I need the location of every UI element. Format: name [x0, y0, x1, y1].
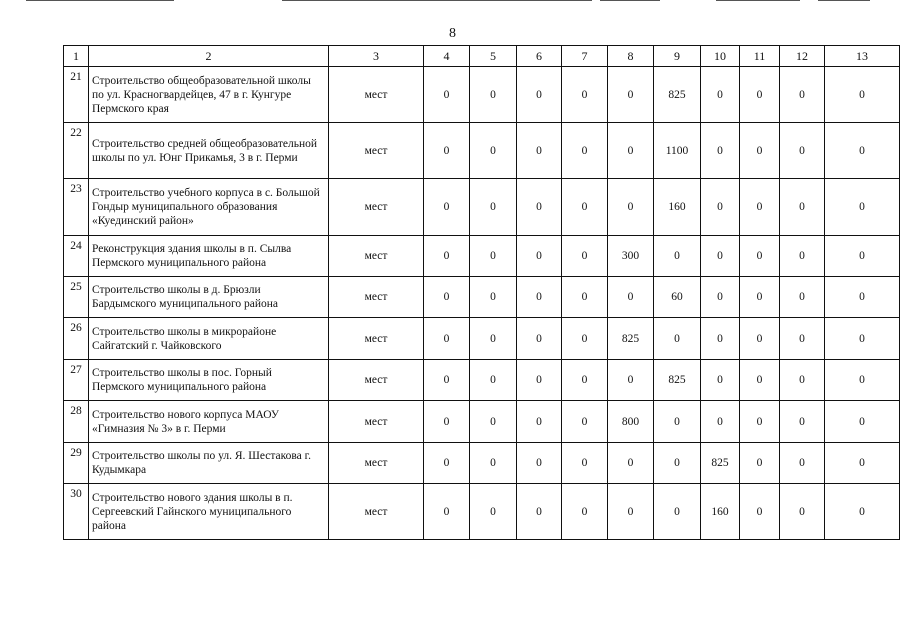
unit-cell: мест: [329, 277, 424, 318]
row-number: 26: [64, 318, 89, 360]
value-cell: 0: [517, 236, 562, 277]
value-cell: 825: [608, 318, 654, 360]
table-row: [64, 360, 900, 401]
value-cell: 300: [608, 236, 654, 277]
column-header: 5: [470, 46, 517, 67]
value-cell: 0: [740, 360, 780, 401]
value-cell: 0: [562, 123, 608, 179]
value-cell: 0: [517, 67, 562, 123]
value-cell: 0: [562, 67, 608, 123]
value-cell: 0: [780, 484, 825, 540]
value-cell: 0: [701, 123, 740, 179]
top-rule: [282, 0, 592, 1]
row-number: 30: [64, 484, 89, 540]
value-cell: 0: [424, 67, 470, 123]
project-name: Строительство школы в д. Брюзли Бардымского муниципального района: [89, 277, 329, 318]
value-cell: 0: [825, 67, 900, 123]
value-cell: 0: [517, 179, 562, 236]
column-header: 8: [608, 46, 654, 67]
value-cell: 0: [470, 443, 517, 484]
top-rule: [600, 0, 660, 1]
value-cell: 0: [740, 484, 780, 540]
value-cell: 0: [517, 401, 562, 443]
row-number: 27: [64, 360, 89, 401]
unit-cell: мест: [329, 236, 424, 277]
top-rule: [818, 0, 870, 1]
table-row: [64, 67, 900, 123]
value-cell: 825: [701, 443, 740, 484]
value-cell: 0: [825, 179, 900, 236]
value-cell: 0: [608, 67, 654, 123]
value-cell: 0: [424, 318, 470, 360]
value-cell: 0: [701, 179, 740, 236]
value-cell: 0: [780, 236, 825, 277]
data-table: [63, 45, 900, 540]
unit-cell: мест: [329, 401, 424, 443]
value-cell: 0: [608, 277, 654, 318]
table-row: [64, 236, 900, 277]
table-row: [64, 123, 900, 179]
value-cell: 0: [780, 277, 825, 318]
column-header: 6: [517, 46, 562, 67]
row-number: 25: [64, 277, 89, 318]
row-number: 23: [64, 179, 89, 236]
table-row: [64, 401, 900, 443]
value-cell: 0: [470, 123, 517, 179]
project-name: Строительство школы по ул. Я. Шестакова г. Кудымкара: [89, 443, 329, 484]
value-cell: 0: [562, 360, 608, 401]
value-cell: 0: [562, 179, 608, 236]
value-cell: 0: [825, 123, 900, 179]
value-cell: 0: [780, 443, 825, 484]
value-cell: 0: [517, 318, 562, 360]
value-cell: 0: [825, 318, 900, 360]
value-cell: 0: [562, 443, 608, 484]
project-name: Реконструкция здания школы в п. Сылва Пермского муниципального района: [89, 236, 329, 277]
unit-cell: мест: [329, 67, 424, 123]
column-header: 3: [329, 46, 424, 67]
value-cell: 0: [424, 179, 470, 236]
value-cell: 0: [825, 236, 900, 277]
value-cell: 0: [825, 443, 900, 484]
value-cell: 0: [825, 484, 900, 540]
value-cell: 0: [424, 484, 470, 540]
project-name: Строительство нового корпуса МАОУ «Гимназия № 3» в г. Перми: [89, 401, 329, 443]
value-cell: 0: [780, 360, 825, 401]
column-header: 7: [562, 46, 608, 67]
row-number: 21: [64, 67, 89, 123]
value-cell: 0: [470, 277, 517, 318]
value-cell: 0: [780, 67, 825, 123]
value-cell: 0: [654, 443, 701, 484]
column-header: 1: [64, 46, 89, 67]
value-cell: 0: [654, 318, 701, 360]
value-cell: 0: [740, 123, 780, 179]
value-cell: 0: [470, 236, 517, 277]
unit-cell: мест: [329, 318, 424, 360]
value-cell: 0: [740, 401, 780, 443]
value-cell: 1100: [654, 123, 701, 179]
value-cell: 0: [608, 179, 654, 236]
column-header: 11: [740, 46, 780, 67]
row-number: 29: [64, 443, 89, 484]
value-cell: 0: [740, 318, 780, 360]
value-cell: 0: [470, 67, 517, 123]
top-rule: [716, 0, 800, 1]
value-cell: 0: [701, 67, 740, 123]
value-cell: 0: [517, 443, 562, 484]
project-name: Строительство нового здания школы в п. Сергеевский Гайнского муниципального района: [89, 484, 329, 540]
project-name: Строительство общеобразовательной школы по ул. Красногвардейцев, 47 в г. Кунгуре Пермского края: [89, 67, 329, 123]
table-header-row: [64, 46, 900, 67]
project-name: Строительство средней общеобразовательной школы по ул. Юнг Прикамья, 3 в г. Перми: [89, 123, 329, 179]
project-name: Строительство школы в пос. Горный Пермского муниципального района: [89, 360, 329, 401]
unit-cell: мест: [329, 360, 424, 401]
value-cell: 0: [424, 401, 470, 443]
value-cell: 0: [701, 318, 740, 360]
row-number: 22: [64, 123, 89, 179]
value-cell: 0: [701, 401, 740, 443]
value-cell: 0: [517, 277, 562, 318]
value-cell: 0: [470, 401, 517, 443]
value-cell: 0: [825, 277, 900, 318]
value-cell: 0: [424, 443, 470, 484]
project-name: Строительство школы в микрорайоне Сайгатский г. Чайковского: [89, 318, 329, 360]
table-body: [64, 46, 900, 540]
column-header: 13: [825, 46, 900, 67]
value-cell: 825: [654, 67, 701, 123]
top-rule: [26, 0, 174, 1]
value-cell: 0: [470, 318, 517, 360]
value-cell: 0: [562, 236, 608, 277]
value-cell: 0: [780, 318, 825, 360]
value-cell: 0: [654, 401, 701, 443]
table-row: [64, 179, 900, 236]
value-cell: 0: [470, 484, 517, 540]
value-cell: 0: [470, 360, 517, 401]
value-cell: 0: [701, 360, 740, 401]
value-cell: 0: [562, 401, 608, 443]
unit-cell: мест: [329, 123, 424, 179]
column-header: 4: [424, 46, 470, 67]
value-cell: 0: [780, 123, 825, 179]
value-cell: 0: [562, 484, 608, 540]
value-cell: 0: [424, 360, 470, 401]
value-cell: 60: [654, 277, 701, 318]
value-cell: 0: [780, 179, 825, 236]
unit-cell: мест: [329, 443, 424, 484]
value-cell: 0: [825, 401, 900, 443]
column-header: 12: [780, 46, 825, 67]
value-cell: 0: [424, 277, 470, 318]
value-cell: 160: [701, 484, 740, 540]
unit-cell: мест: [329, 484, 424, 540]
value-cell: 0: [608, 443, 654, 484]
table-row: [64, 484, 900, 540]
value-cell: 0: [740, 443, 780, 484]
project-name: Строительство учебного корпуса в с. Большой Гондыр муниципального образования «Куединский район»: [89, 179, 329, 236]
value-cell: 0: [701, 277, 740, 318]
value-cell: 0: [470, 179, 517, 236]
value-cell: 0: [424, 236, 470, 277]
value-cell: 0: [517, 123, 562, 179]
value-cell: 0: [608, 360, 654, 401]
value-cell: 825: [654, 360, 701, 401]
value-cell: 0: [740, 67, 780, 123]
value-cell: 0: [740, 179, 780, 236]
column-header: 10: [701, 46, 740, 67]
value-cell: 0: [608, 484, 654, 540]
column-header: 9: [654, 46, 701, 67]
value-cell: 800: [608, 401, 654, 443]
value-cell: 0: [562, 318, 608, 360]
value-cell: 0: [562, 277, 608, 318]
unit-cell: мест: [329, 179, 424, 236]
value-cell: 0: [608, 123, 654, 179]
row-number: 28: [64, 401, 89, 443]
value-cell: 0: [517, 360, 562, 401]
column-header: 2: [89, 46, 329, 67]
page-number: 8: [449, 26, 456, 41]
table-row: [64, 277, 900, 318]
value-cell: 0: [654, 484, 701, 540]
value-cell: 0: [740, 277, 780, 318]
value-cell: 0: [517, 484, 562, 540]
row-number: 24: [64, 236, 89, 277]
value-cell: 0: [740, 236, 780, 277]
value-cell: 0: [701, 236, 740, 277]
value-cell: 0: [825, 360, 900, 401]
value-cell: 0: [780, 401, 825, 443]
value-cell: 0: [424, 123, 470, 179]
value-cell: 160: [654, 179, 701, 236]
table-row: [64, 318, 900, 360]
value-cell: 0: [654, 236, 701, 277]
table-row: [64, 443, 900, 484]
